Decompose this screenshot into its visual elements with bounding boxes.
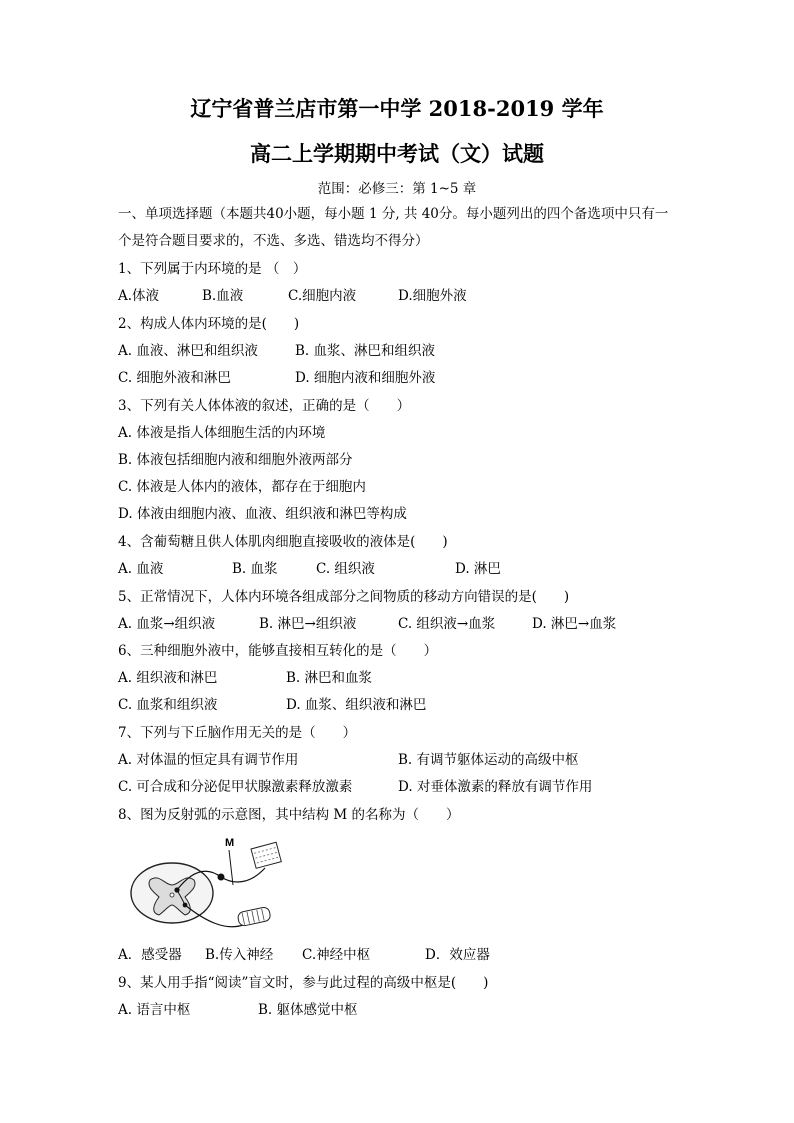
question-4-option-d: D. 淋巴 [455,561,501,577]
question-2-option-c: C. 细胞外液和淋巴 [118,370,231,386]
section-intro-line1: 一、单项选择题（本题共40小题，每小题 1 分, 共 40分。每小题列出的四个备选项中只有一 [118,206,669,222]
question-9-option-a: A. 语言中枢 [118,1002,191,1018]
page-title-line1: 辽宁省普兰店市第一中学 2018-2019 学年 [190,96,604,121]
exam-range: 范围：必修三：第 1~5 章 [317,181,477,197]
question-9-stem: 9、某人用手指“阅读”盲文时，参与此过程的高级中枢是( ) [118,975,489,991]
question-3-option-c: C. 体液是人体内的液体，都存在于细胞内 [118,479,366,495]
question-8-option-c: C.神经中枢 [302,947,371,963]
question-4-option-b: B. 血浆 [232,561,278,577]
question-3-option-a: A. 体液是指人体细胞生活的内环境 [118,425,326,441]
question-7-option-d: D. 对垂体激素的释放有调节作用 [398,779,593,795]
question-1-stem: 1、下列属于内环境的是 （ ） [118,261,307,277]
question-4-stem: 4、含葡萄糖且供人体肌肉细胞直接吸收的液体是( ) [118,534,448,550]
question-8-option-b: B.传入神经 [205,947,274,963]
question-6-stem: 6、三种细胞外液中，能够直接相互转化的是（ ） [118,643,438,659]
question-1-option-d: D.细胞外液 [398,288,467,304]
question-5-stem: 5、正常情况下，人体内环境各组成部分之间物质的移动方向错误的是( ) [118,589,570,605]
question-5-option-c: C. 组织液→血浆 [398,616,496,632]
label-m-pointer [229,850,233,885]
question-5-option-d: D. 淋巴→血浆 [532,616,617,632]
question-7-option-b: B. 有调节躯体运动的高级中枢 [398,752,579,768]
question-5-option-b: B. 淋巴→组织液 [259,616,357,632]
question-1-option-c: C.细胞内液 [288,288,357,304]
question-6-option-d: D. 血浆、组织液和淋巴 [286,697,427,713]
question-7-stem: 7、下列与下丘脑作用无关的是（ ） [118,725,357,741]
question-4-option-a: A. 血液 [118,561,164,577]
question-2-option-b: B. 血浆、淋巴和组织液 [295,343,436,359]
question-6-option-c: C. 血浆和组织液 [118,697,218,713]
question-1-option-a: A.体液 [118,288,160,304]
question-6-option-a: A. 组织液和淋巴 [118,670,218,686]
question-2-option-d: D. 细胞内液和细胞外液 [295,370,436,386]
question-8-stem: 8、图为反射弧的示意图，其中结构 M 的名称为（ ） [118,807,460,823]
question-6-option-b: B. 淋巴和血浆 [286,670,373,686]
effector-muscle [237,906,271,926]
section-intro-line2: 个是符合题目要求的，不选、多选、错选均不得分） [118,233,429,249]
question-7-option-a: A. 对体温的恒定具有调节作用 [118,752,299,768]
question-4-option-c: C. 组织液 [316,561,375,577]
question-3-option-d: D. 体液由细胞内液、血液、组织液和淋巴等构成 [118,506,407,522]
receptor-skin [251,842,281,868]
question-3-stem: 3、下列有关人体体液的叙述，正确的是（ ） [118,398,411,414]
question-2-stem: 2、构成人体内环境的是( ) [118,316,300,332]
figure-label-m: M [225,837,235,849]
question-3-option-b: B. 体液包括细胞内液和细胞外液两部分 [118,452,353,468]
question-2-option-a: A. 血液、淋巴和组织液 [118,343,258,359]
question-1-option-b: B.血液 [202,288,244,304]
question-8-option-a: A．感受器 [118,947,182,963]
central-canal [170,893,174,897]
question-8-option-d: D．效应器 [425,947,490,963]
question-7-option-c: C. 可合成和分泌促甲状腺激素释放激素 [118,779,353,795]
page-title-line2: 高二上学期期中考试（文）试题 [250,141,544,166]
question-9-option-b: B. 躯体感觉中枢 [258,1002,358,1018]
reflex-arc-diagram [125,835,315,940]
question-5-option-a: A. 血浆→组织液 [118,616,216,632]
